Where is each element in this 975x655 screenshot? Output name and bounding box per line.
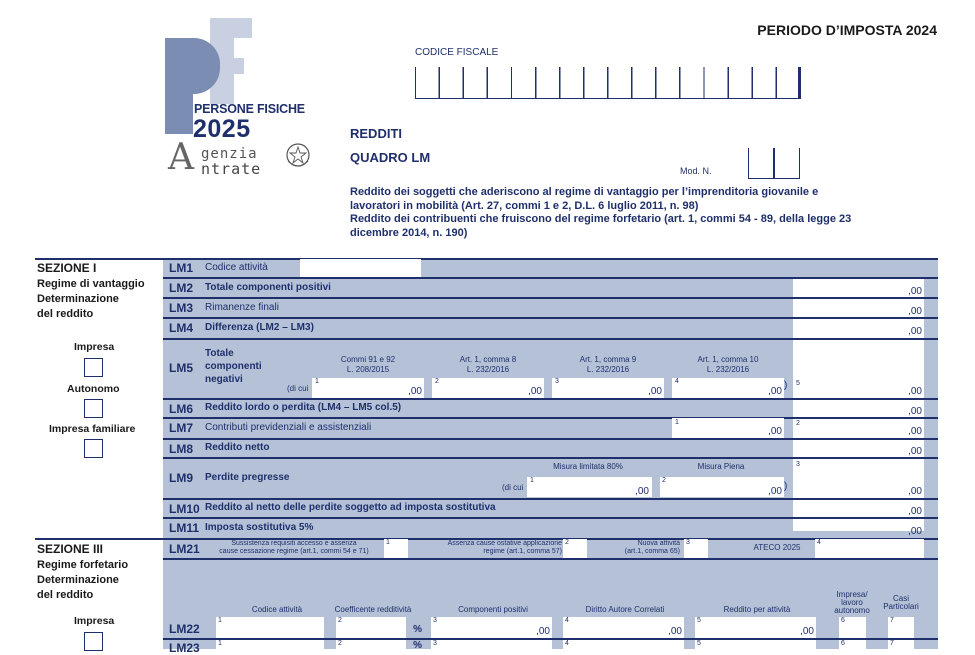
lm23-num-3: 3 [433, 640, 437, 647]
section-3-subtitle-2: Determinazione [37, 574, 119, 586]
lm3-label: Rimanenze finali [205, 302, 279, 313]
lm7-amount[interactable]: ,00 [908, 426, 922, 437]
lm21-num-4: 4 [817, 539, 821, 546]
check-autonomo-label: Autonomo [67, 383, 120, 395]
lm5-col1-head: Commi 91 e 92 L. 208/2015 [340, 355, 396, 374]
lm11-code: LM11 [169, 521, 200, 535]
codice-fiscale-label: CODICE FISCALE [415, 47, 499, 58]
row-rule [163, 297, 938, 299]
lm23-num-2: 2 [338, 640, 342, 647]
lm22-col5-amount: ,00 [800, 626, 814, 637]
lm9-amount[interactable]: ,00 [908, 486, 922, 497]
check-impresa-familiare-label: Impresa familiare [49, 423, 136, 435]
lm9-col2-amount: ,00 [768, 486, 782, 497]
lm2-code: LM2 [169, 281, 193, 295]
lm22-code: LM22 [169, 622, 200, 636]
lm10-code: LM10 [169, 502, 200, 516]
lm10-amount[interactable]: ,00 [908, 506, 922, 517]
lm9-num-1: 1 [530, 477, 534, 484]
col-diritto-autore: Diritto Autore Correlati [585, 605, 665, 614]
lm4-amount[interactable]: ,00 [908, 326, 922, 337]
check-s3-impresa-label: Impresa [74, 615, 115, 627]
lm22-col1-input[interactable] [216, 617, 324, 638]
section-1-title: SEZIONE I [37, 261, 97, 275]
lm9-di-cui: (di cui [502, 483, 524, 492]
lm2-label: Totale componenti positivi [205, 282, 331, 293]
lm22-num-5: 5 [697, 617, 701, 624]
check-impresa[interactable] [84, 358, 103, 377]
lm5-label-3: negativi [205, 374, 243, 385]
lm4-code: LM4 [169, 321, 193, 335]
lm6-code: LM6 [169, 402, 193, 416]
lm22-num-2: 2 [338, 617, 342, 624]
lm5-num-5: 5 [796, 380, 800, 387]
lm2-amount[interactable]: ,00 [908, 286, 922, 297]
row-rule [163, 417, 938, 419]
lm1-code: LM1 [169, 261, 193, 275]
row-rule [163, 398, 938, 400]
lm6-amount[interactable]: ,00 [908, 406, 922, 417]
quadro-description [350, 186, 870, 240]
lm5-col3-head: Art. 1, comma 9 L. 232/2016 [579, 355, 637, 374]
lm23-num-5: 5 [697, 640, 701, 647]
lm5-label-2: componenti [205, 361, 262, 372]
lm21-code: LM21 [169, 542, 200, 556]
redditi-heading: REDDITI [350, 126, 402, 141]
row-rule [163, 498, 938, 500]
lm5-code: LM5 [169, 361, 193, 375]
lm5-close-paren: ) [784, 380, 788, 391]
row-rule [163, 277, 938, 279]
col-reddito-attivita: Reddito per attività [723, 605, 791, 614]
logo-p-shape [165, 38, 193, 134]
section-1-subtitle-1: Regime di vantaggio [37, 278, 145, 290]
lm7-code: LM7 [169, 421, 193, 435]
lm1-label: Codice attività [205, 262, 268, 273]
lm1-input[interactable] [300, 259, 421, 277]
lm21-num-2: 2 [565, 539, 569, 546]
description-1: Reddito dei soggetti che aderiscono al regime di vantaggio per l’imprenditoria giovanile e lavoratori in mobilità (Art. 27, commi 1 e 2, D.L. 6 luglio 2011, n. 98) [350, 186, 819, 212]
lm9-num-3: 3 [796, 461, 800, 468]
republic-emblem-icon [285, 141, 311, 171]
lm22-col3-amount: ,00 [536, 626, 550, 637]
section-3-subtitle-3: del reddito [37, 589, 94, 601]
lm22-col4-amount: ,00 [668, 626, 682, 637]
lm5-num-1: 1 [315, 378, 319, 385]
tax-period-title: PERIODO D’IMPOSTA 2024 [757, 22, 937, 38]
check-s3-impresa[interactable] [84, 632, 103, 651]
lm23-percent: % [413, 640, 422, 651]
lm23-col5-input[interactable] [695, 640, 816, 649]
codice-fiscale-input[interactable] [415, 67, 801, 99]
lm23-num-4: 4 [565, 640, 569, 647]
check-impresa-familiare[interactable] [84, 439, 103, 458]
lm5-di-cui: (di cui [287, 384, 309, 393]
lm11-label: Imposta sostitutiva 5% [205, 522, 314, 533]
lm9-close-paren: ) [784, 481, 788, 492]
lm23-num-6: 6 [841, 640, 845, 647]
lm9-num-2: 2 [662, 477, 666, 484]
row-rule [163, 438, 938, 440]
lm21-num-1: 1 [386, 539, 390, 546]
lm5-num-4: 4 [675, 378, 679, 385]
lm5-col1-amount: ,00 [408, 386, 422, 397]
lm7-num-2: 2 [796, 420, 800, 427]
lm7-label: Contributi previdenziali e assistenziali [205, 422, 372, 433]
mod-n-input[interactable] [748, 148, 800, 179]
agency-logo-line1: genzia [201, 146, 258, 162]
lm22-percent: % [413, 624, 422, 635]
section-1-subtitle-3: del reddito [37, 308, 94, 320]
lm9-head-2: Misura Piena [697, 462, 745, 471]
lm22-num-7: 7 [890, 617, 894, 624]
lm22-num-4: 4 [565, 617, 569, 624]
lm9-head-1: Misura limitata 80% [553, 462, 623, 471]
lm23-col3-input[interactable] [431, 640, 552, 649]
lm5-col3-amount: ,00 [648, 386, 662, 397]
lm7-col1-amount: ,00 [768, 426, 782, 437]
quadro-heading: QUADRO LM [350, 150, 431, 165]
description-2: Reddito dei contribuenti che fruiscono del regime forfetario (art. 1, commi 54 - 89, della legge 23 dicembre 2014, n. 190) [350, 213, 852, 239]
row-rule [163, 317, 938, 319]
lm21-col1-label: Sussistenza requisiti accesso e assenza cause cessazione regime (art.1, commi 54 e 71) [219, 540, 369, 555]
lm3-amount[interactable]: ,00 [908, 306, 922, 317]
lm8-label: Reddito netto [205, 442, 270, 453]
col-componenti: Componenti positivi [458, 605, 528, 614]
lm8-amount[interactable]: ,00 [908, 446, 922, 457]
codice-fiscale-border [798, 67, 800, 98]
row-rule [163, 517, 938, 519]
lm22-num-6: 6 [841, 617, 845, 624]
lm23-col1-input[interactable] [216, 640, 324, 649]
lm7-num-1: 1 [675, 419, 679, 426]
section-1-subtitle-2: Determinazione [37, 293, 119, 305]
lm5-col2-head: Art. 1, comma 8 L. 232/2016 [459, 355, 517, 374]
lm5-col2-amount: ,00 [528, 386, 542, 397]
lm9-col1-amount: ,00 [635, 486, 649, 497]
logo-subtitle: PERSONE FISICHE [194, 102, 305, 116]
check-autonomo[interactable] [84, 399, 103, 418]
section-3-title: SEZIONE III [37, 542, 104, 556]
section-3-subtitle-1: Regime forfetario [37, 559, 129, 571]
row-rule [163, 558, 938, 560]
lm10-label: Reddito al netto delle perdite soggetto ad imposta sostitutiva [205, 502, 496, 513]
col-casi-particolari: Casi Particolari [883, 594, 919, 611]
logo-year: 2025 [193, 115, 251, 143]
row-rule [163, 338, 938, 340]
col-coefficente: Coefficente redditività [334, 605, 412, 614]
row-rule [163, 457, 938, 459]
lm23-col2-input[interactable] [336, 640, 406, 649]
lm22-num-1: 1 [218, 617, 222, 624]
lm21-col3-label: Nuova attività (art.1, comma 65) [624, 540, 680, 555]
lm22-col2-input[interactable] [336, 617, 406, 638]
lm23-num-7: 7 [890, 640, 894, 647]
lm5-col4-head: Art. 1, comma 10 L. 232/2016 [697, 355, 759, 374]
check-impresa-label: Impresa [74, 341, 115, 353]
agency-logo-a: A [168, 137, 194, 178]
lm5-amount[interactable]: ,00 [908, 386, 922, 397]
lm9-code: LM9 [169, 471, 193, 485]
col-impresa-lavoro: Impresa/ lavoro autonomo [834, 590, 870, 615]
col-codice-attivita: Codice attività [251, 605, 303, 614]
agency-logo-line2: ntrate [201, 160, 262, 178]
section-1-rule [35, 258, 938, 260]
lm9-label: Perdite pregresse [205, 472, 290, 483]
lm3-code: LM3 [169, 301, 193, 315]
lm23-code: LM23 [169, 641, 200, 655]
lm21-ateco-label: ATECO 2025 [753, 543, 801, 552]
lm21-num-3: 3 [686, 539, 690, 546]
mod-n-label: Mod. N. [680, 166, 712, 176]
logo-f-shape [210, 18, 252, 38]
lm23-col4-input[interactable] [563, 640, 684, 649]
lm5-num-2: 2 [435, 378, 439, 385]
lm23-num-1: 1 [218, 640, 222, 647]
lm11-amount[interactable]: ,00 [908, 526, 922, 537]
lm6-label: Reddito lordo o perdita (LM4 – LM5 col.5) [205, 402, 402, 413]
lm21-col2-label: Assenza cause ostative applicazione regime (art.1, comma 57) [447, 540, 562, 555]
lm4-label: Differenza (LM2 – LM3) [205, 322, 314, 333]
lm5-label-1: Totale [205, 348, 234, 359]
lm21-ateco-input[interactable] [815, 539, 924, 558]
lm8-code: LM8 [169, 442, 193, 456]
lm5-col4-amount: ,00 [768, 386, 782, 397]
lm5-num-3: 3 [555, 378, 559, 385]
lm22-num-3: 3 [433, 617, 437, 624]
